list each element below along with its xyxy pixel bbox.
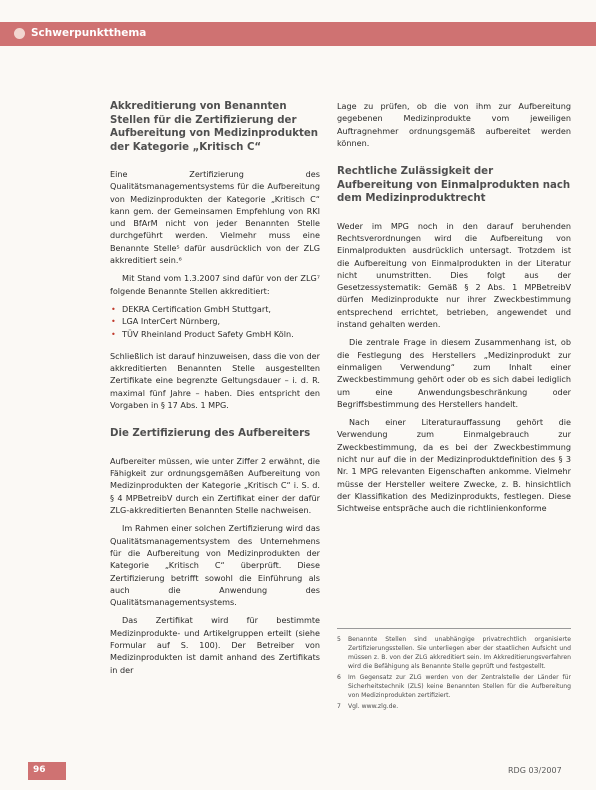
issue-label: RDG 03/2007 [508, 766, 562, 775]
list-item: • DEKRA Certification GmbH Stuttgart, [122, 303, 320, 315]
list-item: • LGA InterCert Nürnberg, [122, 315, 320, 327]
footnote-text: Im Gegensatz zur ZLG werden von der Zentralstelle der Länder für Sicherheitstechnik (ZLS) keine Benannten Stellen für die Aufbereitung von Medizinprodukten zertifiziert. [348, 674, 571, 699]
page-number: 96 [33, 765, 46, 775]
footnote [337, 635, 571, 671]
footnotes [337, 628, 571, 713]
footnote-number: 7 [337, 703, 341, 710]
paragraph: Schließlich ist darauf hinzuweisen, dass die von der akkreditierten Benannten Stelle ausgestellten Zertifikate eine begrenzte Geltungsdauer – i. d. R. maximal fünf Jahre – haben. Dies entspricht den Vorgaben in § 17 Abs. 1 MPG. [110, 350, 320, 411]
list-item: • TÜV Rheinland Product Safety GmbH Köln. [122, 328, 320, 340]
footnote [337, 702, 571, 711]
heading-akkreditierung: Akkreditierung von Benannten Stellen für die Zertifizierung der Aufbereitung von Medizinprodukten der Kategorie „Kritisch C“ [110, 101, 319, 153]
left-column [110, 100, 320, 682]
right-column [337, 100, 571, 521]
footnote-text: Benannte Stellen sind unabhängige privatrechtlich organisierte Zertifizierungsstellen. Sie unterliegen aber der staatlichen Aufsicht und müssen z. B. von der ZLG akkreditiert sein. Im Akkreditierungsverfahren wird die Befähigung als Benannte Stelle geprüft und festgestellt. [348, 636, 571, 670]
footnote [337, 673, 571, 700]
section-header-band [0, 22, 596, 46]
section-bullet-icon [14, 28, 25, 39]
heading-zertifizierung: Die Zertifizierung des Aufbereiters [110, 428, 311, 440]
paragraph: Lage zu prüfen, ob die von ihm zur Aufbereitung gegebenen Medizinprodukte vom jeweiligen Auftragnehmer ordnungsgemäß aufbereitet werden können. [337, 101, 571, 148]
footnote-number: 6 [337, 674, 341, 681]
footnote-number: 5 [337, 636, 341, 643]
paragraph: Mit Stand vom 1.3.2007 sind dafür von der ZLG⁷ folgende Benannte Stellen akkreditiert: [110, 273, 320, 296]
paragraph: Eine Zertifizierung des Qualitätsmanagementsystems für die Aufbereitung von Medizinprodukten der Kategorie „Kritisch C“ kann gem. der Gemeinsamen Empfehlung von RKI und BfArM nicht von jeder Benannten Stelle durchgeführt werden. Vielmehr muss eine Benannte Stelle⁵ dafür ausdrücklich von der ZLG akkreditiert sein.⁶ [110, 169, 320, 266]
heading-rechtliche-zulaessigkeit: Rechtliche Zulässigkeit der Aufbereitung von Einmalprodukten nach dem Medizinproduktrecht [337, 166, 571, 205]
accredited-bodies-list [110, 303, 320, 340]
paragraph: Weder im MPG noch in den darauf beruhenden Rechtsverordnungen wird die Aufbereitung von Einmalprodukten ausdrücklich untersagt. Trotzdem ist die Aufbereitung von Einmalprodukten in der Literatur nicht unumstritten. Dies folgt aus der Gesetzessystematik: Gemäß § 2 Abs. 1 MPBetreibV dürfen Medizinprodukte nur ihrer Zweckbestimmung entsprechend errichtet, betrieben, angewendet und instand gehalten werden. [337, 220, 571, 330]
paragraph: Das Zertifikat wird für bestimmte Medizinprodukte- und Artikelgruppen erteilt (siehe Formular auf S. 100). Der Betreiber von Medizinprodukten ist damit anhand des Zertifikats in der [110, 615, 320, 675]
paragraph: Nach einer Literaturauffassung gehört die Verwendung zum Einmalgebrauch zur Zweckbestimmung, da es bei der Zweckbestimmung nicht nur auf die in der Medizinproduktdefinition des § 3 Nr. 1 MPG relevanten Eigenschaften ankomme. Vielmehr müsse der Hersteller weitere Zwecke, z. B. hinsichtlich der Klassifikation des Medizinprodukts, festlegen. Diese Sichtweise entspräche auch die richtlinienkonforme [337, 417, 571, 514]
paragraph: Die zentrale Frage in diesem Zusammenhang ist, ob die Festlegung des Herstellers „Medizinprodukt zur einmaligen Verwendung“ zum Inhalt einer Zweckbestimmung gehört oder ob es sich dabei lediglich um eine Anwendungsbeschränkung oder Begriffsbestimmung des Herstellers handelt. [337, 337, 571, 409]
footnote-text: Vgl. www.zlg.de. [348, 703, 399, 710]
paragraph: Aufbereiter müssen, wie unter Ziffer 2 erwähnt, die Fähigkeit zur ordnungsgemäßen Aufbereitung von Medizinprodukten der Kategorie „Kritisch C“ i. S. d. § 4 MPBetreibV durch ein Zertifikat einer der dafür ZLG-akkreditierten Benannten Stelle nachweisen. [110, 455, 320, 516]
paragraph: Im Rahmen einer solchen Zertifizierung wird das Qualitätsmanagementsystem des Unternehmens für die Aufbereitung von Medizinprodukten der Kategorie „Kritisch C“ überprüft. Diese Zertifizierung betrifft sowohl die Einführung als auch die Anwendung des Qualitätsmanagementsystems. [110, 523, 320, 608]
section-label: Schwerpunktthema [31, 27, 147, 39]
